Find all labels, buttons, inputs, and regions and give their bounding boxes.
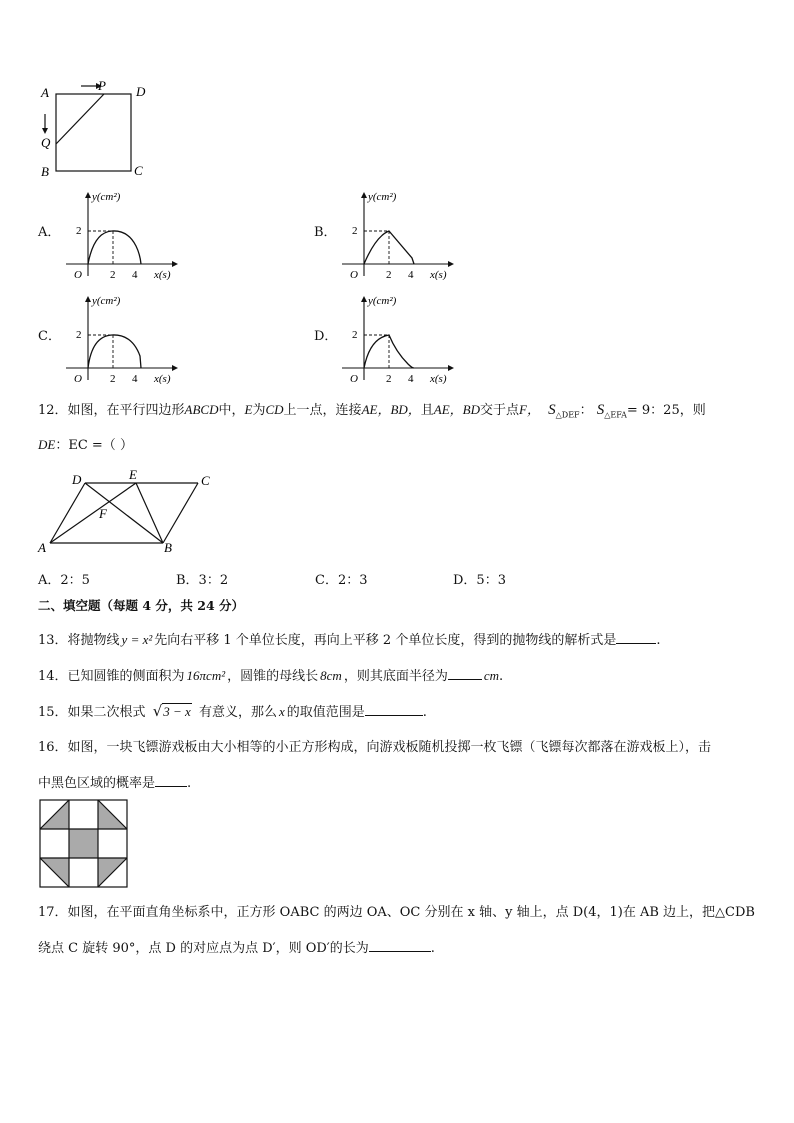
x-axis-label: x(s) xyxy=(154,373,171,384)
x-tick-label: 2 xyxy=(110,269,116,280)
q12-option-c: C．2：3 xyxy=(315,573,368,588)
y-axis-arrow xyxy=(361,296,367,302)
y-axis-label: y(cm²) xyxy=(368,295,397,307)
x-tick-label: 4 xyxy=(132,373,138,384)
x-tick-label: 4 xyxy=(132,269,138,280)
q12-option-a: A．2：5 xyxy=(38,573,90,588)
x-axis-label: x(s) xyxy=(430,269,447,280)
option-d-graph xyxy=(312,292,462,384)
y-tick-label: 2 xyxy=(76,225,82,237)
parallelogram-figure xyxy=(36,470,216,556)
origin-label: O xyxy=(350,373,358,384)
y-axis-arrow xyxy=(85,296,91,302)
vertex-b-label: B xyxy=(41,164,49,179)
q16-line2: 中黑色区域的概率是 . xyxy=(38,772,191,793)
x-axis-label: x(s) xyxy=(430,373,447,384)
para-b-label: B xyxy=(164,540,172,555)
origin-label: O xyxy=(74,269,82,280)
option-a-graph xyxy=(36,188,186,280)
option-b-graph xyxy=(312,188,462,280)
option-c-label: C． xyxy=(38,329,61,344)
q12-line2: DE：EC =（ ） xyxy=(38,437,133,453)
q14: 14．已知圆锥的侧面积为 16πcm² ，圆锥的母线长 8cm ，则其底面半径为 cm. xyxy=(38,665,503,686)
q17-line1: 17．如图，在平面直角坐标系中，正方形 OABC 的两边 OA、OC 分别在 x 轴、y 轴上，点 D(4，1)在 AB 边上，把△CDB xyxy=(38,905,755,920)
sqrt-expression: √3 − x xyxy=(152,702,191,720)
x-axis-label: x(s) xyxy=(154,269,171,280)
x-axis-arrow xyxy=(172,261,178,267)
vertex-a-label: A xyxy=(41,85,49,100)
y-axis-label: y(cm²) xyxy=(92,295,121,307)
x-tick-label: 2 xyxy=(386,373,392,384)
vertex-d-label: D xyxy=(136,84,146,99)
x-tick-label: 2 xyxy=(386,269,392,280)
point-q-label: Q xyxy=(41,135,51,150)
q17-line2: 绕点 C 旋转 90°，点 D 的对应点为点 D′，则 OD′的长为 . xyxy=(38,937,435,958)
point-p-label: P xyxy=(98,78,106,93)
y-axis-arrow xyxy=(85,192,91,198)
option-d-label: D． xyxy=(314,329,338,344)
q15: 15．如果二次根式 √3 − x 有意义，那么 x 的取值范围是 . xyxy=(38,702,427,720)
function-curve xyxy=(88,231,141,264)
x-tick-label: 2 xyxy=(110,373,116,384)
y-axis-label: y(cm²) xyxy=(368,191,397,203)
option-c-graph xyxy=(36,292,186,384)
vertex-c-label: C xyxy=(134,163,143,178)
para-d-label: D xyxy=(72,472,82,487)
dartboard-figure xyxy=(38,798,132,890)
option-a-label: A． xyxy=(38,225,61,240)
q13: 13．将抛物线 y = x² 先向右平移 1 个单位长度，再向上平移 2 个单位长度，得到的抛物线的解析式是 . xyxy=(38,629,660,650)
q12-option-b: B．3：2 xyxy=(176,573,229,588)
y-tick-label: 2 xyxy=(352,225,358,237)
x-axis-arrow xyxy=(448,261,454,267)
option-b-label: B． xyxy=(314,225,337,240)
para-f-label: F xyxy=(99,506,107,521)
x-axis-arrow xyxy=(172,365,178,371)
q12-line1: 12．如图，在平行四边形ABCD中，E为CD上一点，连接AE，BD，且AE，BD交于点F， $S_{\triangle DEF}$： $S_{\triangle EFA}= 9$：25，则 xyxy=(38,402,706,420)
q12-option-d: D．5：3 xyxy=(453,573,506,588)
square-figure xyxy=(36,76,156,180)
y-axis-arrow xyxy=(361,192,367,198)
para-c-label: C xyxy=(201,473,210,488)
y-axis-label: y(cm²) xyxy=(92,191,121,203)
function-curve xyxy=(88,335,141,368)
origin-label: O xyxy=(74,373,82,384)
origin-label: O xyxy=(350,269,358,280)
x-tick-label: 4 xyxy=(408,269,414,280)
y-tick-label: 2 xyxy=(352,329,358,341)
section-2-title: 二、填空题（每题 4 分，共 24 分） xyxy=(38,598,245,613)
q16-line1: 16．如图，一块飞镖游戏板由大小相等的小正方形构成，向游戏板随机投掷一枚飞镖（飞镖每次都落在游戏板上），击 xyxy=(38,740,712,755)
y-tick-label: 2 xyxy=(76,329,82,341)
para-a-label: A xyxy=(38,540,46,555)
x-tick-label: 4 xyxy=(408,373,414,384)
para-e-label: E xyxy=(129,470,137,482)
x-axis-arrow xyxy=(448,365,454,371)
